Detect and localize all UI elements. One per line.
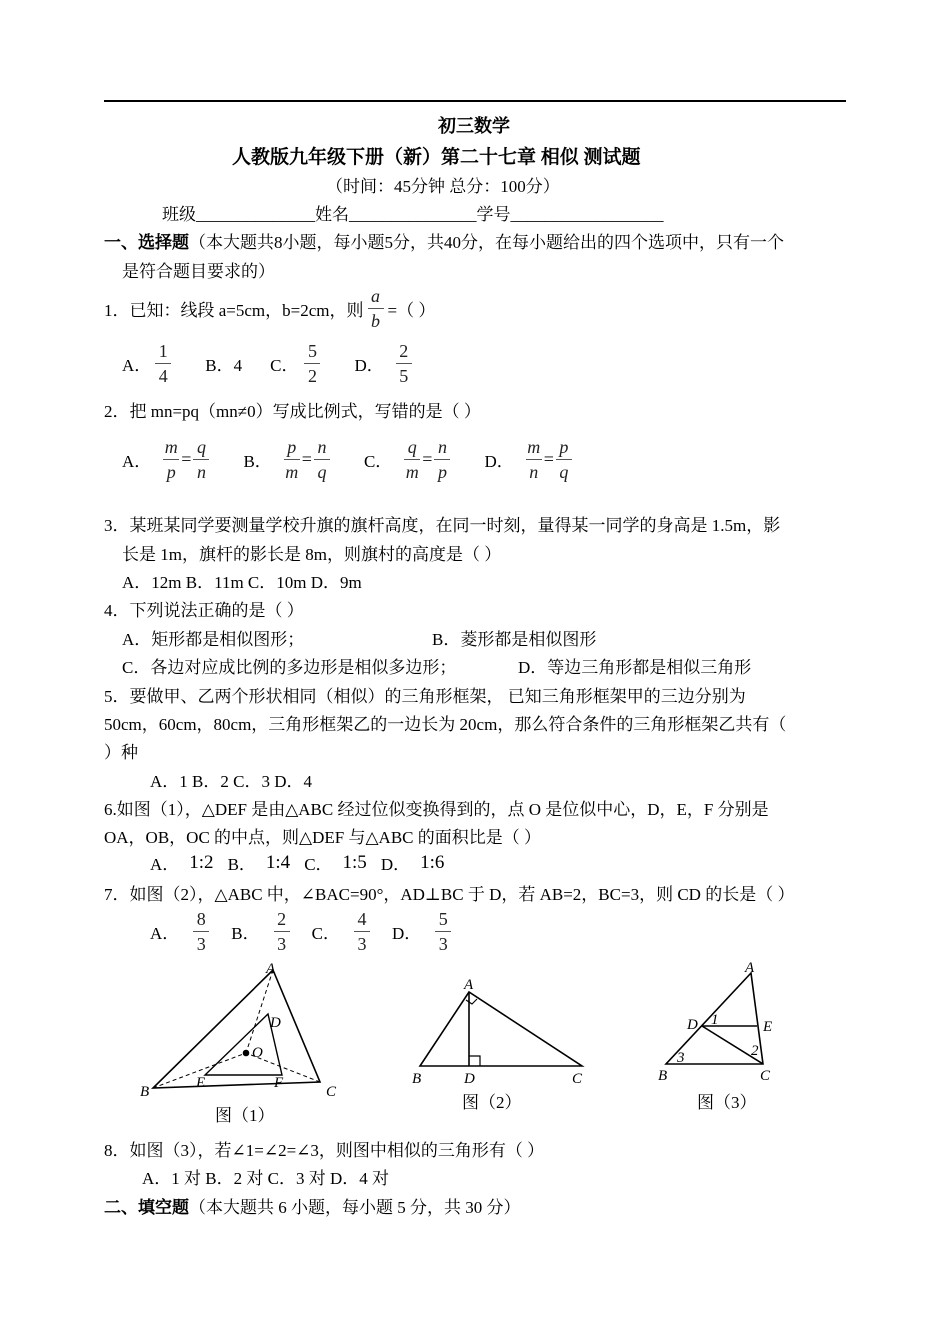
q1-fraction	[368, 287, 384, 330]
q5-line3: ）种	[104, 743, 138, 762]
q8-options: A．1 对 B．2 对 C．3 对 D．4 对	[142, 1169, 389, 1188]
fig1-label-e: E	[196, 1075, 206, 1091]
q4-option-c: C．各边对应成比例的多边形是相似多边形；	[122, 658, 457, 677]
q6-option-c-label: C．	[304, 855, 333, 874]
q1-stem	[104, 287, 435, 330]
fig2-label-d: D	[464, 1071, 475, 1087]
q1-option-c-frac: $\frac{5}{2}$	[304, 342, 320, 385]
fig3-angle-1: 1	[711, 1012, 719, 1028]
q2-c-frac1: $\frac{q}{m}$	[405, 437, 419, 482]
q4-option-b: B．菱形都是相似图形	[432, 630, 597, 649]
fig1-label-f: F	[274, 1075, 284, 1091]
q7-option-d-frac: $\frac{5}{3}$	[435, 910, 451, 953]
section1-heading: 一、选择题	[104, 233, 189, 252]
section1-line1	[104, 228, 784, 253]
fig3-label-b: B	[658, 1068, 668, 1084]
fig3-label-a: A	[745, 960, 755, 976]
q5-options: A．1 B．2 C．3 D．4	[150, 772, 312, 791]
q6-option-a-ratio: 1:2	[189, 851, 214, 873]
figure-2	[420, 992, 582, 1066]
section2-heading: 二、填空题	[104, 1198, 189, 1217]
q7-options	[150, 910, 451, 953]
fig1-label-c: C	[326, 1084, 337, 1100]
q2-d-frac2: $\frac{p}{q}$	[556, 438, 572, 481]
q1-frac-num: a	[371, 286, 381, 306]
q6-line2: OA，OB，OC 的中点，则△DEF 与△ABC 的面积比是（ ）	[104, 828, 542, 847]
q7-option-d-label: D．	[391, 924, 422, 943]
q6-option-b-ratio: 1:4	[265, 851, 291, 873]
q2-option-d-label: D．	[484, 452, 514, 471]
q1-frac-den: b	[371, 311, 381, 331]
fig3-angle-2: 2	[751, 1043, 759, 1059]
q5-line2: 50cm，60cm，80cm，三角形框架乙的一边长为 20cm，那么符合条件的三角形框架乙共有（	[104, 715, 787, 734]
fig1-label-d: D	[270, 1015, 281, 1031]
q7-option-c-label: C．	[311, 924, 340, 943]
q6-option-d-label: D．	[380, 855, 411, 874]
q6-options	[150, 850, 444, 875]
q1-options	[122, 342, 412, 385]
q2-option-a-label: A．	[122, 452, 152, 471]
q8-stem: 8．如图（3），若∠1=∠2=∠3，则图中相似的三角形有（ ）	[104, 1141, 545, 1160]
fig1-triangle-abc	[153, 970, 320, 1088]
top-rule	[104, 100, 846, 102]
section1-desc: （本大题共8小题，每小题5分，共40分，在每小题给出的四个选项中，只有一个	[189, 233, 784, 252]
fig3-label-d: D	[687, 1017, 698, 1033]
q2-option-b-label: B．	[243, 452, 272, 471]
fig3-label-e: E	[763, 1019, 773, 1035]
q2-c-frac2: $\frac{n}{p}$	[434, 438, 450, 481]
q4-option-a: A．矩形都是相似图形；	[122, 630, 305, 649]
q1-option-d-frac: $\frac{2}{5}$	[396, 342, 412, 385]
info-line: 班级______________姓名_______________学号__________________	[162, 205, 664, 224]
page-subtitle: 人教版九年级下册（新）第二十七章 相似 测试题	[232, 147, 641, 168]
q4-option-d: D．等边三角形都是相似三角形	[518, 658, 752, 677]
q2-option-c-label: C．	[363, 452, 393, 471]
q1-stem-tail: =（ ）	[387, 301, 436, 320]
q1-option-b: B．4	[205, 356, 243, 375]
fig1-label-b: B	[140, 1084, 150, 1100]
q2-a-frac2: $\frac{q}{n}$	[193, 438, 209, 481]
q3-line2: 长是 1m，旗杆的影长是 8m，则旗村的高度是（ ）	[122, 545, 502, 564]
q6-option-a-label: A．	[150, 855, 180, 874]
fig1-label-a: A	[266, 961, 276, 977]
q7-option-c-frac: $\frac{4}{3}$	[354, 910, 370, 953]
fig1-caption: 图（1）	[215, 1106, 275, 1125]
q2-stem: 2．把 mn=pq（mn≠0）写成比例式，写错的是（ ）	[104, 402, 481, 421]
section2-line	[104, 1193, 521, 1218]
fig3-angle-3: 3	[677, 1050, 685, 1066]
q6-option-d-ratio: 1:6	[420, 851, 445, 873]
q7-option-b-label: B．	[231, 924, 260, 943]
fig1-label-o: O	[252, 1045, 263, 1061]
q2-b-frac2: $\frac{n}{q}$	[314, 438, 330, 481]
q6-option-c-ratio: 1:5	[342, 851, 367, 873]
fig2-label-a: A	[464, 977, 474, 993]
q2-a-frac1: $\frac{m}{p}$	[164, 437, 178, 482]
q1-option-a-frac: $\frac{1}{4}$	[155, 342, 171, 385]
q2-b-frac1: $\frac{p}{m}$	[285, 437, 299, 482]
q7-option-b-frac: $\frac{2}{3}$	[274, 910, 290, 953]
q1-option-d-label: D．	[354, 356, 384, 375]
q1-stem-text: 1．已知：线段 a=5cm，b=2cm，则	[104, 301, 364, 320]
figure-1	[153, 970, 320, 1088]
q2-d-frac1: $\frac{m}{n}$	[527, 437, 541, 482]
fig2-label-c: C	[572, 1071, 583, 1087]
page-title: 初三数学	[438, 116, 510, 136]
q3-line1: 3．某班某同学要测量学校升旗的旗杆高度，在同一时刻，量得某一同学的身高是 1.5m，影	[104, 516, 781, 535]
section2-desc: （本大题共 6 小题，每小题 5 分，共 30 分）	[189, 1198, 521, 1217]
q6-line1: 6.如图（1），△DEF 是由△ABC 经过位似变换得到的，点 O 是位似中心，D，E，F 分别是	[104, 800, 769, 819]
q7-option-a-label: A．	[150, 924, 180, 943]
q5-line1: 5．要做甲、乙两个形状相同（相似）的三角形框架， 已知三角形框架甲的三边分别为	[104, 687, 746, 706]
fig3-caption: 图（3）	[697, 1093, 757, 1112]
section1-desc-cont: 是符合题目要求的）	[122, 262, 275, 281]
q2-options: A． $\frac{m}{p}$ = $\frac{q}{n}$ B． $\frac{p}{m}$ = $\frac{n}{q}$ C． $\frac{q}{m}$ = $\frac{n}{p}$ D． $\frac{m}{n}$ = $\frac{p}{q}$	[122, 438, 572, 481]
fig3-label-c: C	[760, 1068, 771, 1084]
q7-stem: 7．如图（2），△ABC 中，∠BAC=90°，AD⊥BC 于 D，若 AB=2，BC=3，则 CD 的长是（ ）	[104, 885, 795, 904]
q1-option-a-label: A．	[122, 356, 152, 375]
fig2-triangle-abc	[420, 992, 582, 1066]
q3-options: A．12m B．11m C．10m D．9m	[122, 573, 362, 592]
fig2-label-b: B	[412, 1071, 422, 1087]
q6-option-b-label: B．	[227, 855, 256, 874]
q1-option-c-label: C．	[270, 356, 299, 375]
q7-option-a-frac: $\frac{8}{3}$	[193, 910, 209, 953]
q4-stem: 4．下列说法正确的是（ ）	[104, 601, 304, 620]
time-note: （时间：45分钟 总分：100分）	[326, 177, 560, 196]
fig2-caption: 图（2）	[462, 1093, 522, 1112]
